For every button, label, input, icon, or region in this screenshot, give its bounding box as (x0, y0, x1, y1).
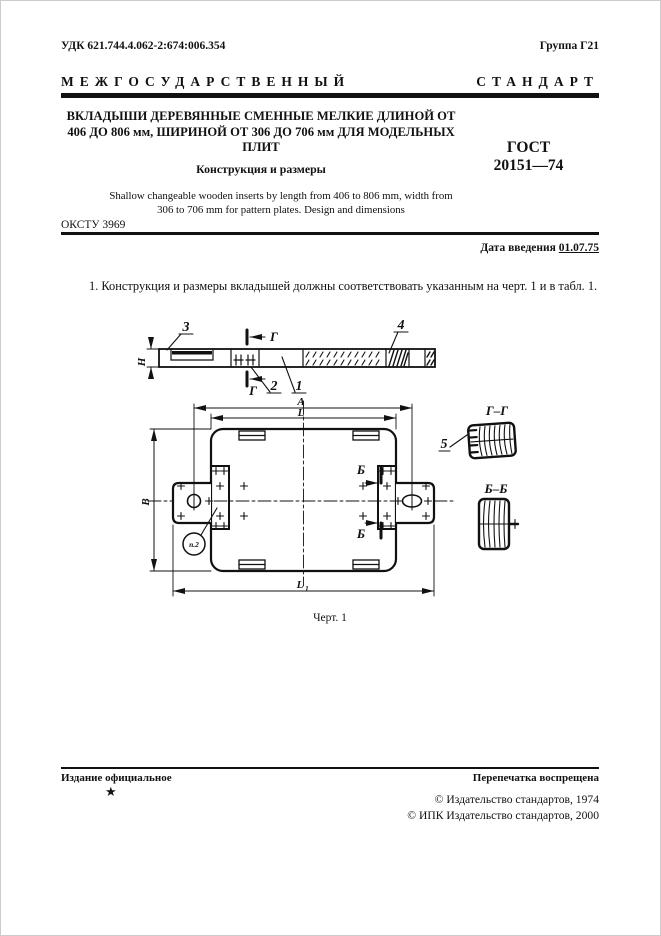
dim-h (147, 338, 159, 378)
standard-heading-word2: СТАНДАРТ (476, 74, 599, 89)
copyright-2000: © ИПК Издательство стандартов, 2000 (407, 809, 599, 822)
standard-heading (61, 74, 599, 90)
copyright-1974: © Издательство стандартов, 1974 (434, 793, 599, 806)
section-g-title: Г–Г (485, 403, 509, 418)
wood-hatch (306, 352, 379, 365)
figure-caption: Черт. 1 (313, 612, 347, 624)
section-b-view (479, 481, 518, 549)
side-view (136, 318, 435, 398)
screw-marks (178, 468, 432, 530)
english-title (61, 189, 501, 217)
official-edition-label: Издание официальное (61, 772, 172, 784)
pos4-label: 4 (397, 318, 405, 333)
english-title-line2: 306 to 706 mm for pattern plates. Design and dimensions (157, 204, 405, 216)
dense-hatch (389, 350, 434, 366)
english-title-line1: Shallow changeable wooden inserts by length from 406 to 806 mm, width from (109, 190, 453, 202)
pos2-label: 2 (270, 379, 278, 394)
introduction-date (480, 242, 599, 254)
title-line3: ПЛИТ (242, 140, 280, 154)
okstu-code: ОКСТУ 3969 (61, 219, 126, 231)
gost-designation (456, 139, 601, 175)
section-b-label-bottom: Б (356, 526, 366, 541)
plan-view (140, 396, 456, 596)
paragraph-1: 1. Конструкция и размеры вкладышей должны соответствовать указанным на черт. 1 и в табл. 1. (89, 279, 598, 293)
footer-rule (61, 767, 599, 769)
section-rule (61, 232, 599, 235)
section-b-title: Б–Б (484, 481, 508, 496)
dim-l-label: L (297, 407, 305, 419)
dim-h-label: Н (136, 357, 148, 367)
udc-number: УДК 621.744.4.062-2:674:006.354 (61, 40, 226, 52)
standard-heading-word1: МЕЖГОСУДАРСТВЕННЫЙ (61, 74, 351, 89)
document-title (61, 109, 461, 156)
dim-b-label: В (140, 498, 152, 506)
date-value: 01.07.75 (558, 242, 599, 254)
no-reprint-label: Перепечатка воспрещена (472, 772, 599, 784)
title-line2: 406 ДО 806 мм, ШИРИНОЙ ОТ 306 ДО 706 мм ДЛЯ МОДЕЛЬНЫХ (67, 124, 455, 139)
gost-number: 20151—74 (493, 157, 564, 174)
pos3-label: 3 (182, 320, 190, 335)
dowel-slots (239, 431, 379, 569)
title-line1: ВКЛАДЫШИ ДЕРЕВЯННЫЕ СМЕННЫЕ МЕЛКИЕ ДЛИНОЙ ОТ (66, 109, 456, 123)
group-label: Группа Г21 (539, 40, 599, 52)
star-icon: ★ (105, 784, 117, 799)
dim-l1-sub: 1 (305, 584, 309, 593)
section-g-view (439, 403, 516, 459)
pos5-label: 5 (440, 437, 448, 452)
figure-1-drawing (1, 316, 661, 616)
heading-rule (61, 93, 599, 98)
document-subtitle: Конструкция и размеры (196, 162, 326, 176)
pos1-label: 1 (295, 379, 303, 394)
dim-a-label: А (297, 396, 305, 408)
gost-label: ГОСТ (506, 139, 551, 156)
section-g-marks (247, 330, 265, 386)
section-g-label-bottom: Г (249, 383, 257, 398)
dim-l1-label: L (296, 579, 304, 591)
section-b-label-top: Б (356, 462, 366, 477)
date-label: Дата введения (480, 242, 556, 254)
callout-label: п.2 (189, 540, 199, 549)
section-g-label-top: Г (270, 329, 278, 344)
